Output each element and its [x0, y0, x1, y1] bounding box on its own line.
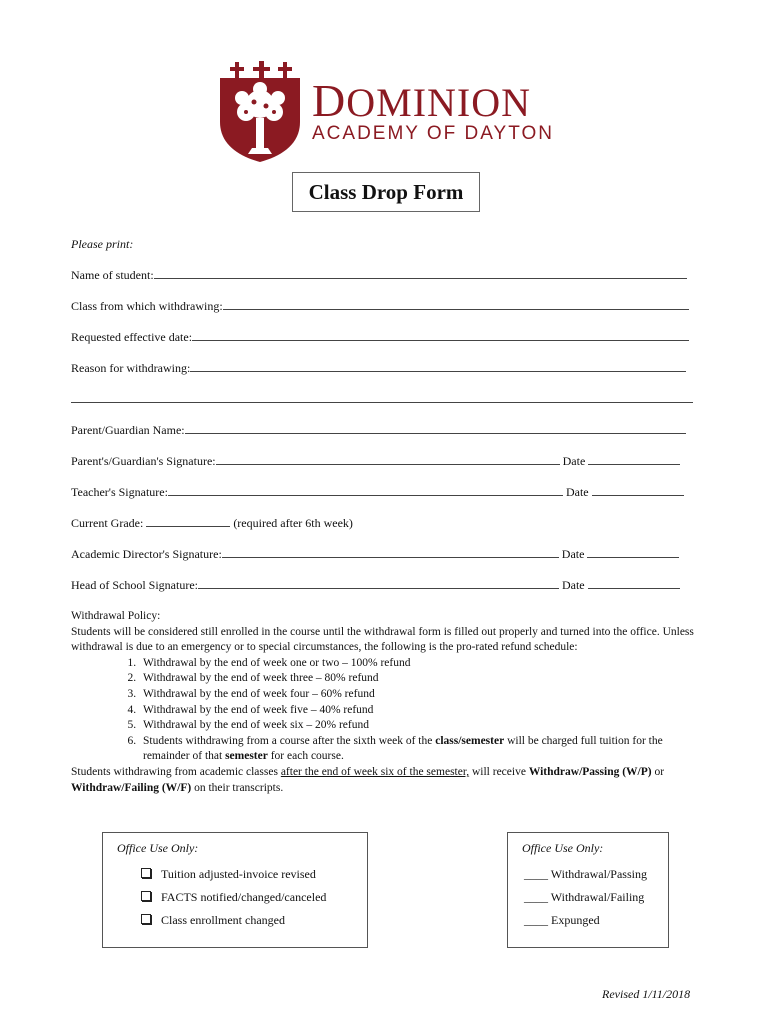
reason-field[interactable]: [190, 361, 686, 372]
class-withdrawing-row: [71, 299, 689, 314]
teacher-signature-row: [71, 485, 684, 500]
office-check-item: Class enrollment changed: [141, 913, 285, 928]
school-shield-logo: [218, 76, 302, 162]
checkbox[interactable]: [141, 914, 151, 924]
academic-director-field[interactable]: [222, 547, 559, 558]
list-item: 2. Withdrawal by the end of week three – 80% refund: [139, 671, 701, 687]
office-use-box-left: [102, 832, 368, 948]
office-check-item: FACTS notified/changed/canceled: [141, 890, 326, 905]
office-use-label: Office Use Only:: [522, 841, 604, 855]
student-name-field[interactable]: [154, 268, 687, 279]
policy-heading: Withdrawal Policy:: [71, 610, 161, 622]
withdrawal-passing-item[interactable]: ____ Withdrawal/Passing: [524, 867, 647, 881]
reason-label: Reason for withdrawing:: [71, 361, 191, 375]
revision-date: Revised 1/11/2018: [602, 987, 691, 1001]
academic-director-label: Academic Director's Signature:: [71, 547, 222, 561]
form-title: Class Drop Form: [292, 172, 480, 212]
class-withdrawing-label: Class from which withdrawing:: [71, 299, 223, 313]
withdrawal-policy: [71, 609, 701, 796]
parent-date-field[interactable]: [588, 454, 680, 465]
head-of-school-row: [71, 578, 680, 593]
effective-date-field[interactable]: [192, 330, 689, 341]
checkbox[interactable]: [141, 891, 151, 901]
head-of-school-label: Head of School Signature:: [71, 578, 198, 592]
parent-signature-label: Parent's/Guardian's Signature:: [71, 454, 216, 468]
director-date-label: Date: [561, 547, 585, 561]
head-date-label: Date: [561, 578, 585, 592]
student-name-row: [71, 268, 687, 283]
office-check-item: Tuition adjusted-invoice revised: [141, 867, 316, 882]
policy-closing: Students withdrawing from academic classes after the end of week six of the semester, will receive Withdraw/Passing (W/P) or Withdraw/Failing (W/F) on their transcripts.: [71, 765, 665, 794]
list-item: 6. Students withdrawing from a course after the sixth week of the class/semester will be charged full tuition for the remainder of that semester for each course.: [139, 734, 701, 765]
academic-director-row: [71, 547, 679, 562]
parent-date-label: Date: [562, 454, 586, 468]
effective-date-row: [71, 330, 689, 345]
teacher-signature-field[interactable]: [168, 485, 563, 496]
brand-name: DOMINION: [312, 75, 531, 126]
grade-note: (required after 6th week): [233, 516, 353, 530]
director-date-field[interactable]: [587, 547, 679, 558]
reason-row: [71, 361, 686, 376]
student-name-label: Name of student:: [71, 268, 154, 282]
head-date-field[interactable]: [588, 578, 680, 589]
checkbox[interactable]: [141, 868, 151, 878]
class-withdrawing-field[interactable]: [223, 299, 689, 310]
current-grade-field[interactable]: [146, 516, 230, 527]
brand-subtitle: ACADEMY OF DAYTON: [312, 123, 554, 144]
policy-intro: Students will be considered still enrolled in the course until the withdrawal form is filled out properly and turned into the office. Unless withdrawal is due to an emergency or to special circumstances, the following is the pro-rated refund schedule:: [71, 625, 694, 654]
office-use-label: Office Use Only:: [117, 841, 199, 855]
teacher-signature-label: Teacher's Signature:: [71, 485, 168, 499]
reason-continuation-field[interactable]: [71, 392, 693, 403]
list-item: 5. Withdrawal by the end of week six – 20% refund: [139, 718, 701, 734]
effective-date-label: Requested effective date:: [71, 330, 193, 344]
current-grade-row: [71, 516, 353, 531]
list-item: 1. Withdrawal by the end of week one or two – 100% refund: [139, 656, 701, 672]
parent-signature-field[interactable]: [216, 454, 560, 465]
teacher-date-field[interactable]: [592, 485, 684, 496]
list-item: 4. Withdrawal by the end of week five – 40% refund: [139, 703, 701, 719]
withdrawal-failing-item[interactable]: ____ Withdrawal/Failing: [524, 890, 645, 904]
refund-schedule: [71, 656, 701, 765]
print-instruction: Please print:: [71, 237, 134, 251]
office-use-box-right: [507, 832, 669, 948]
parent-name-row: [71, 423, 686, 438]
parent-name-field[interactable]: [185, 423, 686, 434]
parent-signature-row: [71, 454, 680, 469]
current-grade-label: Current Grade:: [71, 516, 144, 530]
expunged-item[interactable]: ____ Expunged: [524, 913, 600, 927]
reason-continuation-row: [71, 392, 693, 407]
teacher-date-label: Date: [565, 485, 589, 499]
head-of-school-field[interactable]: [198, 578, 559, 589]
parent-name-label: Parent/Guardian Name:: [71, 423, 185, 437]
list-item: 3. Withdrawal by the end of week four – 60% refund: [139, 687, 701, 703]
